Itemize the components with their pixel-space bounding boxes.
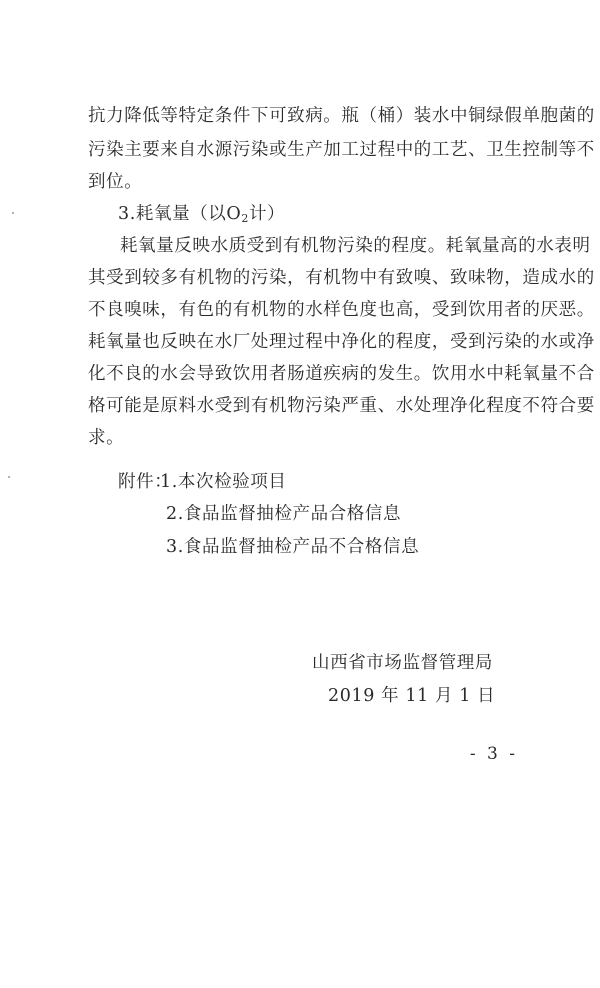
attachments-label: 附件： <box>118 472 173 492</box>
para2-line-7: 求。 <box>88 428 125 448</box>
attachment-item-2: 2.食品监督抽检产品合格信息 <box>166 504 402 524</box>
para2-line-6: 格可能是原料水受到有机物污染严重、水处理净化程度不符合要 <box>88 396 595 416</box>
attachment-item-1: 1.本次检验项目 <box>160 472 287 492</box>
para1-line-1: 抗力降低等特定条件下可致病。瓶（桶）装水中铜绿假单胞菌的 <box>88 106 595 126</box>
para1-line-3: 到位。 <box>88 172 143 192</box>
para2-line-2: 其受到较多有机物的污染，有机物中有致嗅、致味物，造成水的 <box>88 268 595 288</box>
section-heading <box>118 202 285 226</box>
para2-line-4: 耗氧量也反映在水厂处理过程中净化的程度，受到污染的水或净 <box>88 332 595 352</box>
scan-speck <box>8 476 10 478</box>
para2-line-1: 耗氧量反映水质受到有机物污染的程度。耗氧量高的水表明 <box>120 236 591 256</box>
page-number: - 3 - <box>469 744 518 764</box>
para1-line-2: 污染主要来自水源污染或生产加工过程中的工艺、卫生控制等不 <box>88 140 595 160</box>
attachment-item-3: 3.食品监督抽检产品不合格信息 <box>166 537 420 557</box>
issuing-authority: 山西省市场监督管理局 <box>312 653 493 673</box>
section-heading-prefix: 3.耗氧量（以O <box>118 204 242 224</box>
issue-date: 2019 年 11 月 1 日 <box>328 686 496 706</box>
scan-speck <box>12 212 14 214</box>
section-heading-subscript: 2 <box>241 212 249 225</box>
section-heading-suffix: 计） <box>248 204 286 224</box>
para2-line-5: 化不良的水会导致饮用者肠道疾病的发生。饮用水中耗氧量不合 <box>88 364 595 384</box>
para2-line-3: 不良嗅味，有色的有机物的水样色度也高，受到饮用者的厌恶。 <box>88 300 595 320</box>
